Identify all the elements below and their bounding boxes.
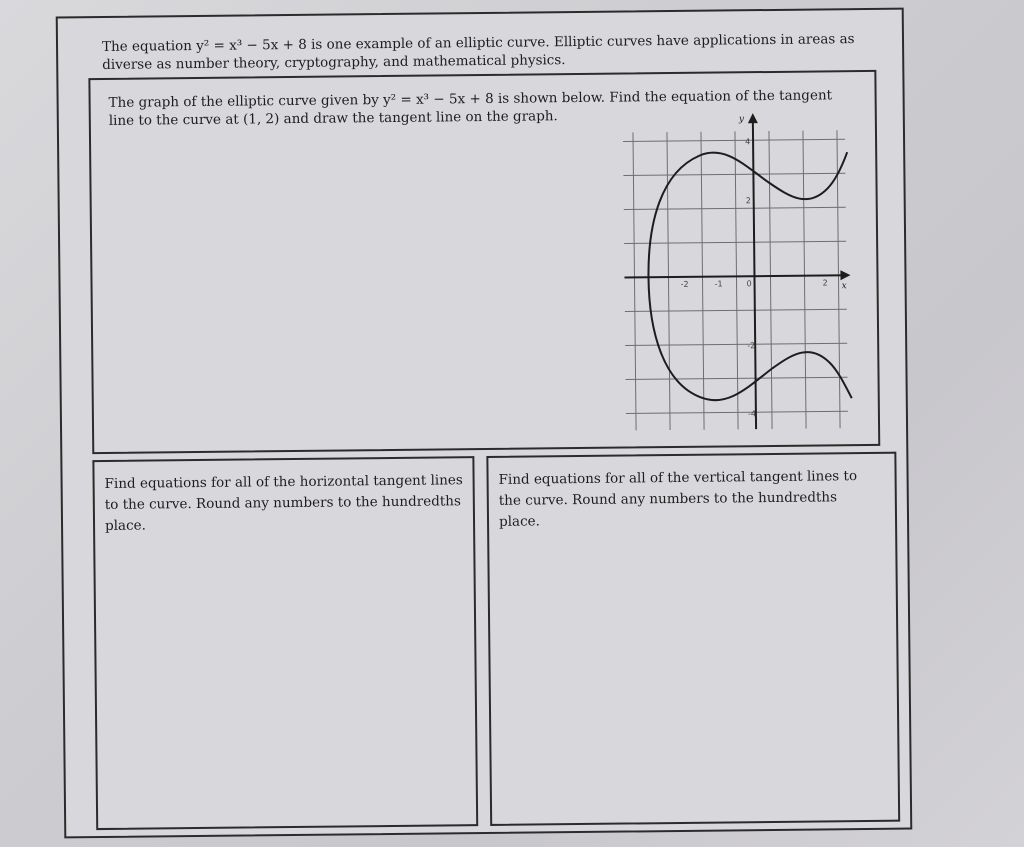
worksheet (56, 8, 913, 839)
tick-label-x-neg1: -1 (714, 279, 723, 289)
tick-label-y-neg4: -4 (747, 409, 756, 419)
intro-paragraph: The equation y² = x³ − 5x + 8 is one example of an elliptic curve. Elliptic curves have applications in areas as diverse as number theory, cryptography, and mathematical physics. (101, 31, 855, 73)
x-axis-arrow (840, 270, 850, 280)
tangent-problem-box (88, 70, 880, 454)
vertical-tangent-box (486, 452, 900, 826)
tangent-problem-text: The graph of the elliptic curve given by y² = x³ − 5x + 8 is shown below. Find the equation of the tangent line to the curve at (1, 2) and draw the tangent line on the graph. (108, 87, 833, 129)
tick-label-x-2: 2 (822, 278, 828, 288)
x-axis-label: x (841, 281, 847, 292)
tick-label-origin: 0 (746, 279, 752, 289)
horizontal-tangent-text: Find equations for all of the horizontal tangent lines to the curve. Round any numbers to the hundredths place. (104, 472, 463, 534)
graph-grid (623, 130, 848, 430)
elliptic-curve-upper (647, 151, 848, 277)
tick-label-y-4: 4 (745, 137, 751, 147)
elliptic-curve-lower (648, 275, 851, 401)
y-axis-arrow (748, 113, 758, 123)
horizontal-tangent-box (92, 456, 478, 830)
vertical-tangent-text: Find equations for all of the vertical tangent lines to the curve. Round any numbers to the hundredths place. (498, 468, 858, 530)
tick-label-y-2: 2 (745, 196, 751, 206)
tick-label-y-neg2: -2 (747, 341, 756, 351)
elliptic-curve-graph (621, 110, 855, 448)
y-axis-label: y (738, 114, 744, 125)
tick-label-x-neg2: -2 (680, 279, 689, 289)
